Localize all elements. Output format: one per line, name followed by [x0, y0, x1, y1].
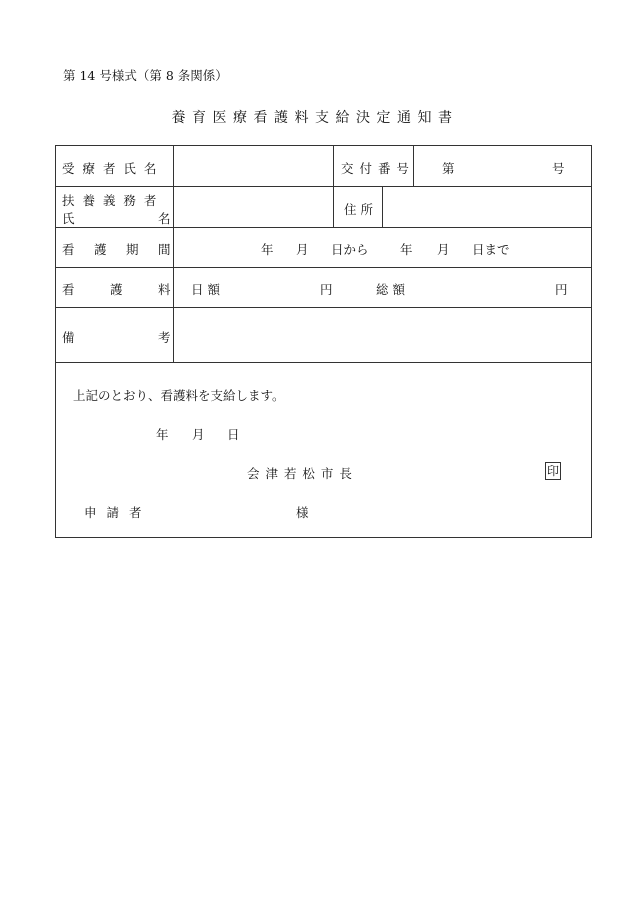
address-field[interactable]: [383, 187, 591, 226]
guardian-label-name-a: 氏: [62, 211, 75, 226]
official-seal-mark: 印: [546, 464, 559, 478]
remarks-label-b: 考: [158, 330, 171, 345]
document-title: 養育医療看護料支給決定通知書: [171, 110, 459, 126]
period-year-from: 年: [261, 242, 274, 257]
remarks-label-a: 備: [62, 330, 75, 345]
address-label-divider: [333, 186, 334, 227]
notice-form-table: [55, 145, 592, 538]
notice-date-month: 月: [192, 427, 205, 442]
fee-label-b: 護: [110, 282, 123, 297]
daily-amount-label: 日 額: [191, 282, 220, 297]
period-year-to: 年: [400, 242, 413, 257]
guardian-label-line1: 扶 養 義 務 者: [62, 193, 159, 208]
notice-date-day: 日: [227, 427, 240, 442]
period-label-b: 護: [94, 242, 107, 257]
patient-name-field[interactable]: [174, 147, 332, 185]
guardian-name-field[interactable]: [174, 187, 332, 226]
remarks-field[interactable]: [174, 308, 591, 361]
period-label-c: 期: [126, 242, 139, 257]
grant-number-prefix: 第: [442, 161, 455, 176]
period-day-from: 日から: [331, 242, 369, 257]
grant-number-label: 交 付 番 号: [341, 161, 410, 176]
period-month-to: 月: [437, 242, 450, 257]
period-day-to: 日まで: [472, 242, 510, 257]
period-month-from: 月: [296, 242, 309, 257]
period-label-d: 間: [158, 242, 171, 257]
issuer-title: 会 津 若 松 市 長: [247, 466, 353, 481]
total-amount-label: 総 額: [376, 282, 405, 297]
row-divider: [56, 267, 591, 268]
address-label: 住 所: [344, 202, 373, 217]
applicant-honorific: 様: [296, 505, 309, 520]
notice-statement: 上記のとおり、看護料を支給します。: [73, 388, 285, 403]
applicant-label: 申 請 者: [84, 505, 145, 520]
total-amount-unit: 円: [555, 282, 568, 297]
grant-label-divider: [333, 146, 334, 186]
guardian-label-name-b: 名: [158, 211, 171, 226]
grant-number-suffix: 号: [552, 161, 565, 176]
form-reference: 第 14 号様式（第 8 条関係）: [63, 68, 228, 83]
row-divider: [56, 227, 591, 228]
fee-label-c: 料: [158, 282, 171, 297]
daily-amount-unit: 円: [320, 282, 333, 297]
period-label-a: 看: [62, 242, 75, 257]
patient-name-label: 受 療 者 氏 名: [62, 161, 159, 176]
row-divider: [56, 362, 591, 363]
grant-number-divider: [413, 146, 414, 186]
fee-label-a: 看: [62, 282, 75, 297]
notice-date-year: 年: [156, 427, 169, 442]
